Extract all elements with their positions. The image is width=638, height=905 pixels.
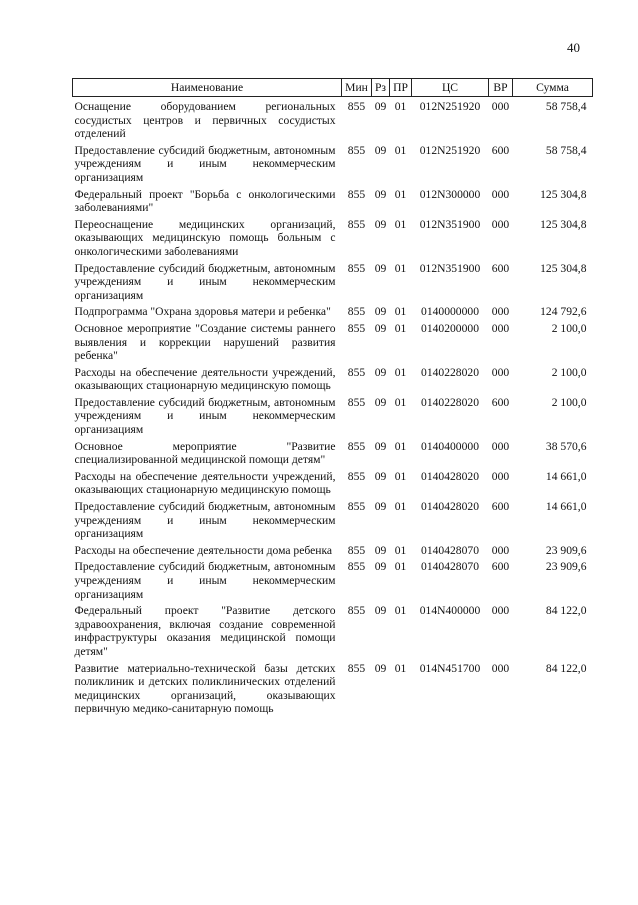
cell-vr: 000 [491, 543, 510, 557]
cell-rz: 09 [374, 187, 387, 201]
cell-pr: 01 [394, 560, 407, 574]
cell-sum: 58 758,4 [545, 143, 587, 157]
header-row [73, 79, 593, 97]
cell-pr: 01 [394, 500, 407, 514]
header-pr: ПР [390, 79, 412, 97]
cell-cs: 0140228020 [421, 395, 479, 409]
table-row [73, 302, 593, 319]
cell-cs: 012N251920 [419, 100, 481, 113]
cell-sum: 14 661,0 [545, 469, 587, 483]
table-row [73, 497, 593, 541]
cell-min: 855 [347, 439, 366, 453]
cell-name: Основное мероприятие "Развитие специализированной медицинской помощи детям" [74, 439, 336, 467]
table-row [73, 215, 593, 259]
cell-vr: 000 [491, 187, 510, 201]
cell-pr: 01 [394, 395, 407, 409]
cell-rz: 09 [374, 439, 387, 453]
cell-rz: 09 [374, 321, 387, 335]
cell-rz: 09 [374, 100, 387, 113]
cell-name: Федеральный проект "Борьба с онкологическими заболеваниями" [74, 187, 336, 215]
cell-rz: 09 [374, 305, 387, 319]
table-row [73, 393, 593, 437]
cell-sum: 23 909,6 [545, 543, 587, 557]
cell-min: 855 [347, 100, 366, 113]
cell-cs: 0140400000 [421, 439, 479, 453]
cell-rz: 09 [374, 543, 387, 557]
cell-name: Предоставление субсидий бюджетным, автономным учреждениям и иным некоммерческим организациям [74, 395, 336, 437]
cell-cs: 014N451700 [419, 661, 481, 675]
cell-name: Расходы на обеспечение деятельности учреждений, оказывающих стационарную медицинскую помощь [74, 365, 336, 393]
cell-name: Федеральный проект "Развитие детского здравоохранения, включая создание современной инфраструктуры оказания медицинской помощи детям" [74, 604, 336, 658]
cell-cs: 014N400000 [419, 604, 481, 618]
cell-rz: 09 [374, 395, 387, 409]
cell-pr: 01 [394, 187, 407, 201]
cell-vr: 600 [491, 261, 510, 275]
cell-min: 855 [347, 187, 366, 201]
header-min: Мин [342, 79, 372, 97]
cell-pr: 01 [394, 439, 407, 453]
cell-min: 855 [347, 543, 366, 557]
cell-vr: 000 [491, 365, 510, 379]
page-number: 40 [567, 40, 580, 55]
header-name: Наименование [73, 79, 342, 97]
header-sum: Сумма [513, 79, 593, 97]
cell-cs: 0140000000 [421, 305, 479, 319]
header-vr: ВР [489, 79, 513, 97]
table-row [73, 185, 593, 215]
table-row [73, 141, 593, 185]
cell-pr: 01 [394, 365, 407, 379]
cell-vr: 000 [491, 439, 510, 453]
cell-vr: 000 [491, 217, 510, 231]
cell-cs: 0140428020 [421, 500, 479, 514]
table-row [73, 601, 593, 658]
cell-cs: 0140228020 [421, 365, 479, 379]
cell-sum: 125 304,8 [540, 187, 587, 201]
table-row [73, 467, 593, 497]
cell-min: 855 [347, 469, 366, 483]
cell-vr: 600 [491, 395, 510, 409]
cell-min: 855 [347, 217, 366, 231]
cell-cs: 012N351900 [419, 217, 481, 231]
cell-sum: 38 570,6 [545, 439, 587, 453]
cell-pr: 01 [394, 305, 407, 319]
cell-cs: 0140200000 [421, 321, 479, 335]
cell-pr: 01 [394, 604, 407, 618]
cell-cs: 0140428070 [421, 543, 479, 557]
cell-name: Предоставление субсидий бюджетным, автономным учреждениям и иным некоммерческим организациям [74, 143, 336, 184]
cell-name: Основное мероприятие "Создание системы раннего выявления и коррекции нарушений развития ребенка" [74, 321, 336, 363]
cell-name: Расходы на обеспечение деятельности учреждений, оказывающих стационарную медицинскую помощь [74, 469, 336, 497]
cell-pr: 01 [394, 321, 407, 335]
cell-rz: 09 [374, 661, 387, 675]
cell-pr: 01 [394, 100, 407, 113]
cell-vr: 000 [491, 100, 510, 113]
table-row [73, 97, 593, 141]
cell-vr: 000 [491, 305, 510, 319]
cell-sum: 84 122,0 [545, 604, 587, 618]
cell-name: Предоставление субсидий бюджетным, автономным учреждениям и иным некоммерческим организациям [74, 500, 336, 541]
table-row [73, 557, 593, 601]
cell-sum: 2 100,0 [551, 321, 587, 335]
cell-sum: 125 304,8 [540, 261, 587, 275]
cell-rz: 09 [374, 261, 387, 275]
cell-pr: 01 [394, 543, 407, 557]
table-row [73, 541, 593, 558]
table-row [73, 319, 593, 363]
table-body [73, 97, 593, 716]
cell-cs: 012N300000 [419, 187, 481, 201]
cell-rz: 09 [374, 560, 387, 574]
table-row [73, 437, 593, 467]
cell-name: Предоставление субсидий бюджетным, автономным учреждениям и иным некоммерческим организациям [74, 560, 336, 601]
cell-min: 855 [347, 500, 366, 514]
cell-min: 855 [347, 661, 366, 675]
cell-sum: 84 122,0 [545, 661, 587, 675]
cell-cs: 0140428020 [421, 469, 479, 483]
table-row [73, 659, 593, 716]
cell-min: 855 [347, 604, 366, 618]
cell-min: 855 [347, 365, 366, 379]
cell-min: 855 [347, 261, 366, 275]
cell-vr: 600 [491, 143, 510, 157]
cell-sum: 124 792,6 [540, 305, 587, 319]
cell-name: Подпрограмма "Охрана здоровья матери и ребенка" [74, 305, 331, 319]
cell-min: 855 [347, 143, 366, 157]
cell-vr: 000 [491, 469, 510, 483]
cell-vr: 600 [491, 560, 510, 574]
cell-name: Развитие материально-технической базы детских поликлиник и детских поликлинических отделений медицинских организаций, оказывающих первичную медико-санитарную помощь [74, 661, 336, 716]
cell-sum: 2 100,0 [551, 395, 587, 409]
cell-rz: 09 [374, 500, 387, 514]
cell-vr: 000 [491, 321, 510, 335]
cell-rz: 09 [374, 365, 387, 379]
cell-name: Расходы на обеспечение деятельности дома ребенка [74, 543, 333, 557]
cell-pr: 01 [394, 217, 407, 231]
cell-min: 855 [347, 321, 366, 335]
cell-vr: 600 [491, 500, 510, 514]
cell-name: Предоставление субсидий бюджетным, автономным учреждениям и иным некоммерческим организациям [74, 261, 336, 302]
cell-name: Переоснащение медицинских организаций, оказывающих медицинскую помощь больным с онкологическими заболеваниями [74, 217, 336, 258]
cell-min: 855 [347, 305, 366, 319]
header-cs: ЦС [412, 79, 489, 97]
table-row [73, 259, 593, 303]
cell-min: 855 [347, 395, 366, 409]
cell-vr: 000 [491, 661, 510, 675]
cell-rz: 09 [374, 469, 387, 483]
cell-pr: 01 [394, 661, 407, 675]
cell-sum: 58 758,4 [545, 100, 587, 113]
cell-rz: 09 [374, 217, 387, 231]
cell-pr: 01 [394, 143, 407, 157]
budget-table [72, 78, 593, 716]
cell-rz: 09 [374, 143, 387, 157]
cell-cs: 012N351900 [419, 261, 481, 275]
table-row [73, 363, 593, 393]
header-rz: Рз [372, 79, 390, 97]
cell-pr: 01 [394, 261, 407, 275]
cell-pr: 01 [394, 469, 407, 483]
cell-cs: 0140428070 [421, 560, 479, 574]
cell-sum: 23 909,6 [545, 560, 587, 574]
cell-name: Оснащение оборудованием региональных сосудистых центров и первичных сосудистых отделений [74, 100, 336, 141]
cell-sum: 14 661,0 [545, 500, 587, 514]
cell-vr: 000 [491, 604, 510, 618]
cell-cs: 012N251920 [419, 143, 481, 157]
cell-sum: 2 100,0 [551, 365, 587, 379]
cell-rz: 09 [374, 604, 387, 618]
cell-sum: 125 304,8 [540, 217, 587, 231]
cell-min: 855 [347, 560, 366, 574]
